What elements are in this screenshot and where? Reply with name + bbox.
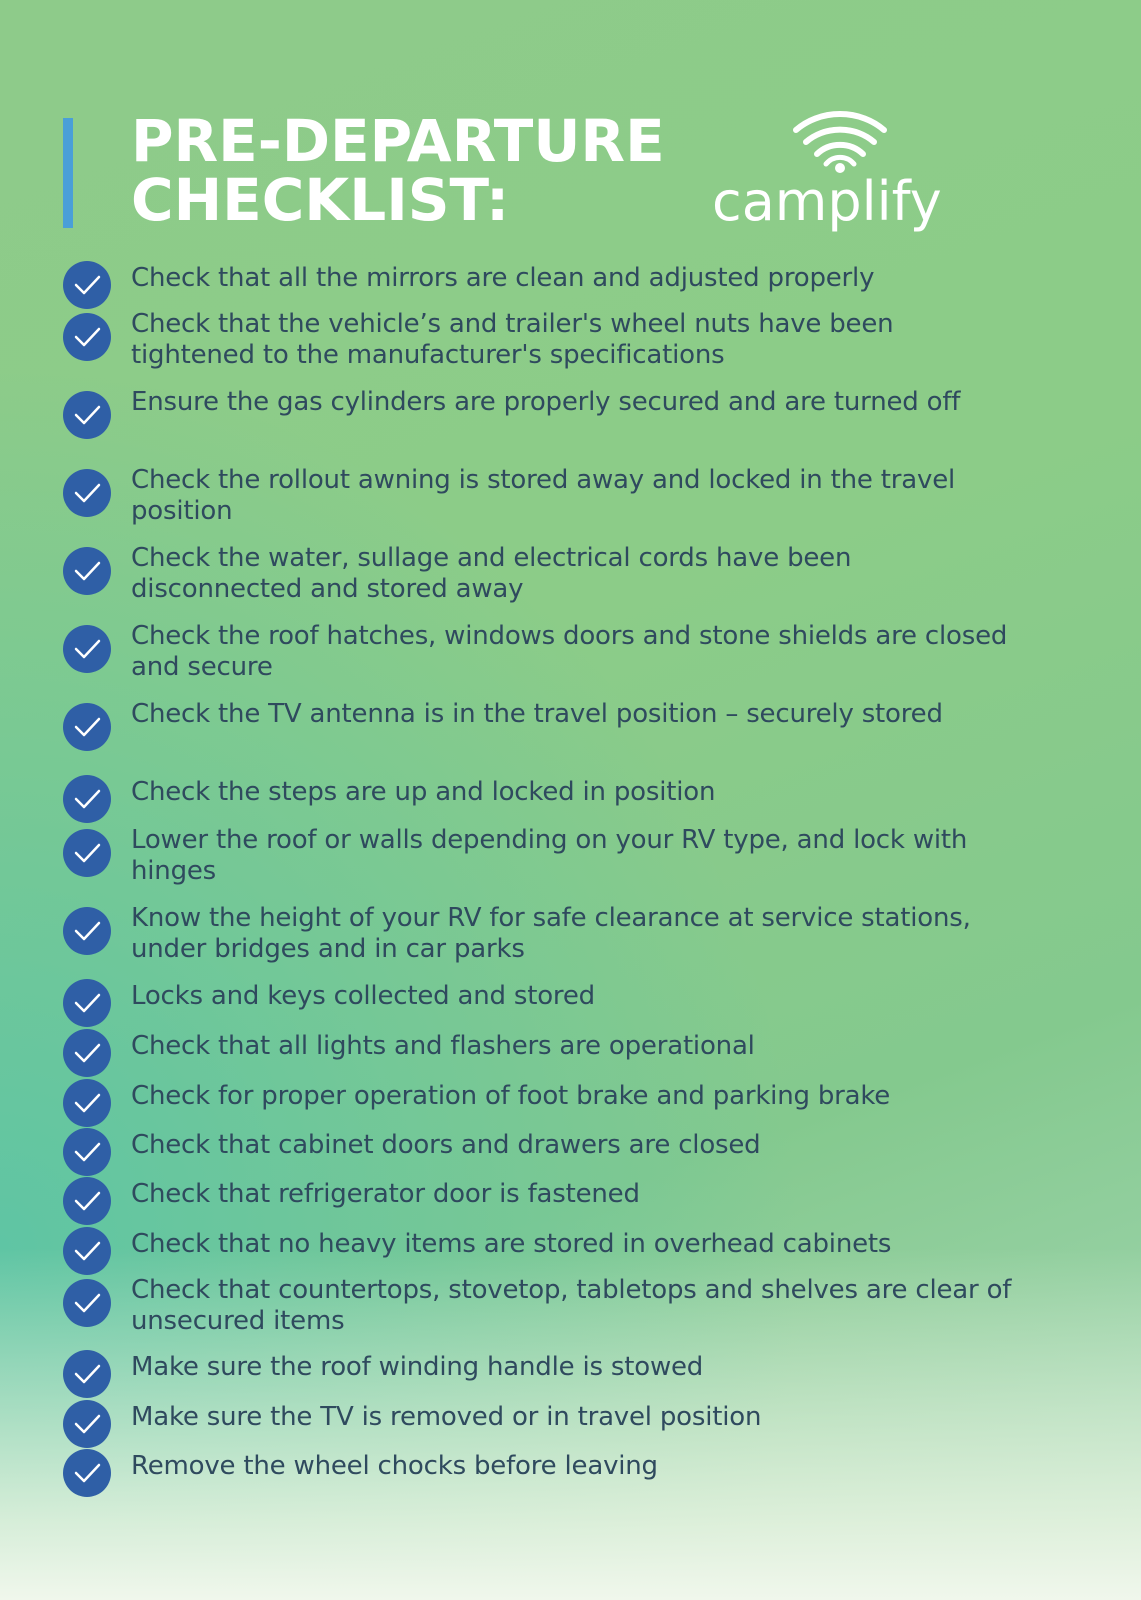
checkmark-icon bbox=[63, 1400, 111, 1448]
checkmark-icon bbox=[63, 1177, 111, 1225]
checklist-item-text: Check that no heavy items are stored in overhead cabinets bbox=[131, 1229, 892, 1259]
checkmark-icon bbox=[63, 547, 111, 595]
checklist-item-text: Remove the wheel chocks before leaving bbox=[131, 1451, 658, 1481]
checkmark-icon bbox=[63, 469, 111, 517]
checkmark-icon bbox=[63, 261, 111, 309]
checklist-item-text: Check that refrigerator door is fastened bbox=[131, 1179, 640, 1209]
checklist-item-text: Check that the vehicle’s and trailer's wheel nuts have been tightened to the manufacturer's specifications bbox=[131, 309, 894, 370]
checklist-item-text: Lower the roof or walls depending on your RV type, and lock with hinges bbox=[131, 825, 968, 886]
title-line-1: PRE-DEPARTURE bbox=[131, 107, 665, 175]
checkmark-icon bbox=[63, 1350, 111, 1398]
checklist-item-text: Check that countertops, stovetop, tabletops and shelves are clear of unsecured items bbox=[131, 1275, 1012, 1336]
checkmark-icon bbox=[63, 1029, 111, 1077]
checklist-item-text: Ensure the gas cylinders are properly secured and are turned off bbox=[131, 387, 961, 417]
checkmark-icon bbox=[63, 391, 111, 439]
checkmark-icon bbox=[63, 775, 111, 823]
checklist-item-text: Make sure the roof winding handle is stowed bbox=[131, 1352, 704, 1382]
checklist-item-text: Locks and keys collected and stored bbox=[131, 981, 595, 1011]
checklist-item-text: Check the water, sullage and electrical cords have been disconnected and stored away bbox=[131, 543, 852, 604]
checklist-item-text: Make sure the TV is removed or in travel position bbox=[131, 1402, 762, 1432]
checklist-item-text: Check the TV antenna is in the travel position – securely stored bbox=[131, 699, 943, 729]
checklist-item-text: Know the height of your RV for safe clearance at service stations, under bridges and in car parks bbox=[131, 903, 971, 964]
checkmark-icon bbox=[63, 1449, 111, 1497]
logo-wordmark: camplify bbox=[712, 170, 942, 233]
checklist-item-text: Check that cabinet doors and drawers are closed bbox=[131, 1130, 761, 1160]
checklist-item-text: Check the steps are up and locked in position bbox=[131, 777, 716, 807]
checklist-item-text: Check the roof hatches, windows doors and stone shields are closed and secure bbox=[131, 621, 1008, 682]
checkmark-icon bbox=[63, 625, 111, 673]
checkmark-icon bbox=[63, 979, 111, 1027]
checkmark-icon bbox=[63, 703, 111, 751]
checklist-item-text: Check that all the mirrors are clean and adjusted properly bbox=[131, 263, 875, 293]
checkmark-icon bbox=[63, 829, 111, 877]
checkmark-icon bbox=[63, 1079, 111, 1127]
checklist-item-text: Check the rollout awning is stored away and locked in the travel position bbox=[131, 465, 956, 526]
checkmark-icon bbox=[63, 1279, 111, 1327]
checklist-item-text: Check that all lights and flashers are operational bbox=[131, 1031, 755, 1061]
accent-bar bbox=[63, 118, 73, 228]
camplify-logo bbox=[712, 104, 972, 244]
title-line-2: CHECKLIST: bbox=[131, 166, 510, 234]
checkmark-icon bbox=[63, 1128, 111, 1176]
page-title bbox=[131, 107, 665, 234]
checklist-item-text: Check for proper operation of foot brake and parking brake bbox=[131, 1081, 891, 1111]
wifi-signal-icon bbox=[790, 104, 890, 176]
checkmark-icon bbox=[63, 907, 111, 955]
checkmark-icon bbox=[63, 313, 111, 361]
checkmark-icon bbox=[63, 1227, 111, 1275]
